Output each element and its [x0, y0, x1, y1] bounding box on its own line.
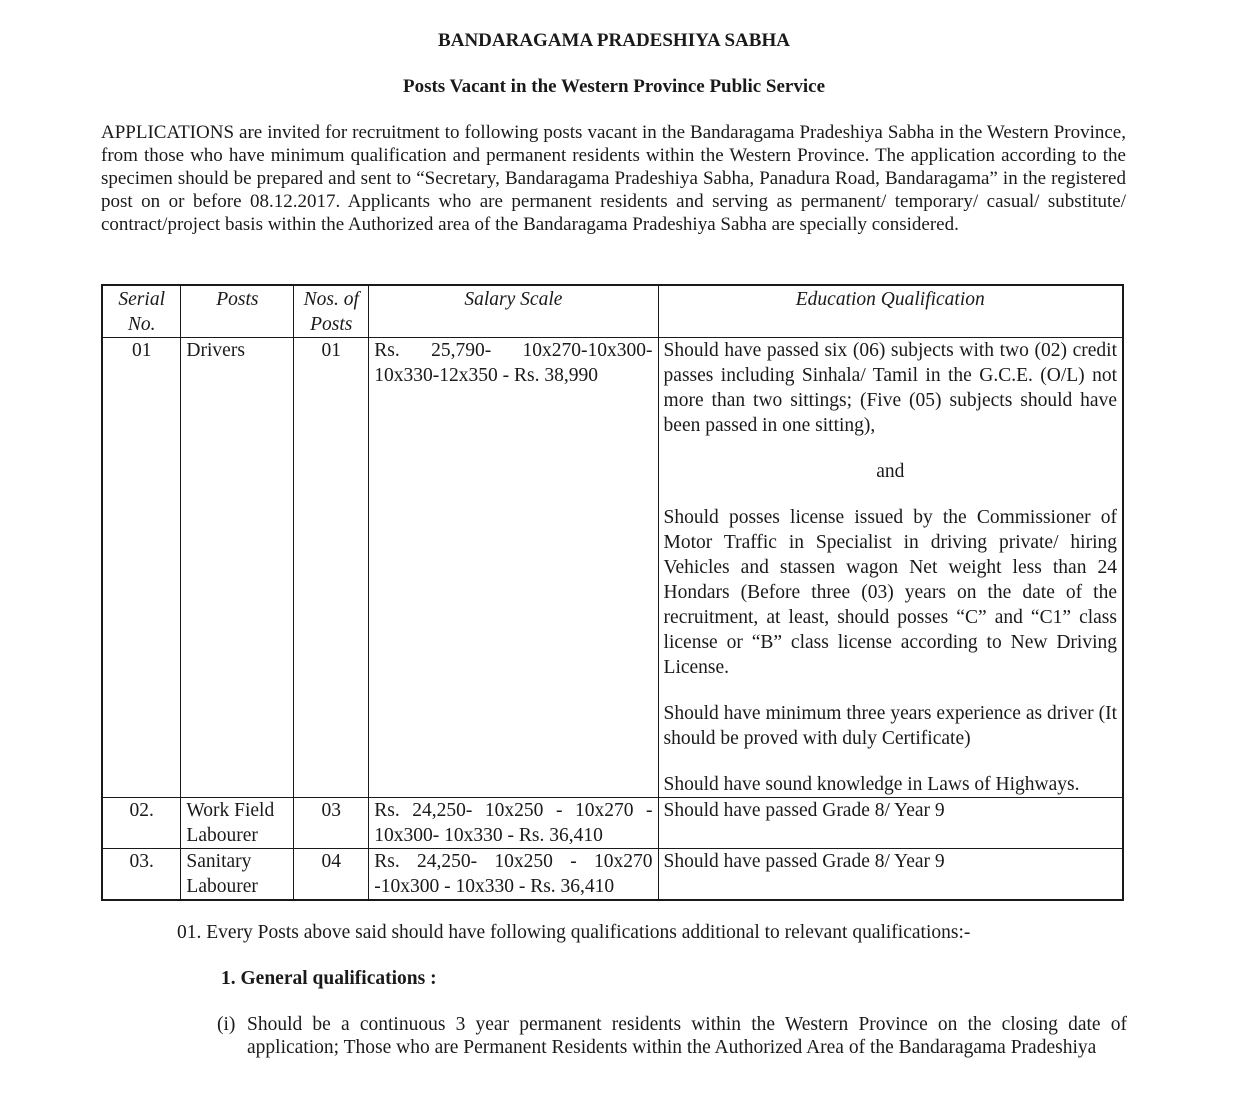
page-title: BANDARAGAMA PRADESHIYA SABHA	[438, 30, 790, 51]
posts-table	[101, 284, 1124, 901]
cell-serial: 01	[102, 338, 181, 798]
general-qualifications-heading: 1. General qualifications :	[221, 968, 437, 989]
page-subtitle: Posts Vacant in the Western Province Public Service	[402, 76, 826, 97]
cell-post: Work Field Labourer	[181, 798, 294, 849]
cell-salary: Rs. 24,250- 10x250 - 10x270 -10x300 - 10x330 - Rs. 36,410	[369, 849, 658, 901]
header-education: Education Qualification	[658, 285, 1123, 338]
education-line: Should have sound knowledge in Laws of Highways.	[663, 774, 1080, 795]
cell-education: Should have passed Grade 8/ Year 9	[658, 849, 1123, 901]
header-serial: Serial No.	[102, 285, 181, 338]
table-row	[102, 798, 1123, 849]
cell-serial: 02.	[102, 798, 181, 849]
cell-nos: 03	[294, 798, 369, 849]
cell-salary: Rs. 24,250- 10x250 - 10x270 - 10x300- 10x330 - Rs. 36,410	[369, 798, 658, 849]
table-row	[102, 338, 1123, 798]
cell-post: Sanitary Labourer	[181, 849, 294, 901]
cell-serial: 03.	[102, 849, 181, 901]
cell-education	[658, 338, 1123, 798]
list-item	[217, 1013, 1127, 1059]
cell-post: Drivers	[181, 338, 294, 798]
list-item-text: Should be a continuous 3 year permanent residents within the Western Province on the closing date of application; Those who are Permanent Residents within the Authorized Area of the Bandaragama Pradeshiya	[247, 1014, 1127, 1058]
cell-nos: 04	[294, 849, 369, 901]
education-line: Should have minimum three years experience as driver (It should be proved with duly Certificate)	[663, 703, 1117, 749]
cell-education: Should have passed Grade 8/ Year 9	[658, 798, 1123, 849]
list-item-number: (i)	[217, 1014, 236, 1035]
header-posts: Posts	[181, 285, 294, 338]
header-salary: Salary Scale	[369, 285, 658, 338]
table-row	[102, 849, 1123, 901]
qualifications-note: 01. Every Posts above said should have following qualifications additional to relevant qualifications:-	[177, 922, 971, 943]
education-line: Should posses license issued by the Commissioner of Motor Traffic in Specialist in driving private/ hiring Vehicles and stassen wagon Net weight less than 24 Hondars (Before three (03) years on the date of the recruitment, at least, should posses “C” and “C1” class license or “B” class license according to New Driving License.	[663, 507, 1117, 678]
table-header-row	[102, 285, 1123, 338]
education-line: Should have passed six (06) subjects with two (02) credit passes including Sinhala/ Tamil in the G.C.E. (O/L) not more than two sittings; (Five (05) subjects should have been passed in one sitting),	[663, 340, 1117, 436]
header-nos: Nos. of Posts	[294, 285, 369, 338]
cell-nos: 01	[294, 338, 369, 798]
cell-salary: Rs. 25,790- 10x270-10x300-10x330-12x350 - Rs. 38,990	[369, 338, 658, 798]
intro-paragraph: APPLICATIONS are invited for recruitment to following posts vacant in the Bandaragama Pradeshiya Sabha in the Western Province, from those who have minimum qualification and permanent residents within the Western Province. The application according to the specimen should be prepared and sent to “Secretary, Bandaragama Pradeshiya Sabha, Panadura Road, Bandaragama” in the registered post on or before 08.12.2017. Applicants who are permanent residents and serving as permanent/ temporary/ casual/ substitute/ contract/project basis within the Authorized area of the Bandaragama Pradeshiya Sabha are specially considered.	[101, 122, 1126, 235]
education-line: and	[876, 461, 905, 482]
